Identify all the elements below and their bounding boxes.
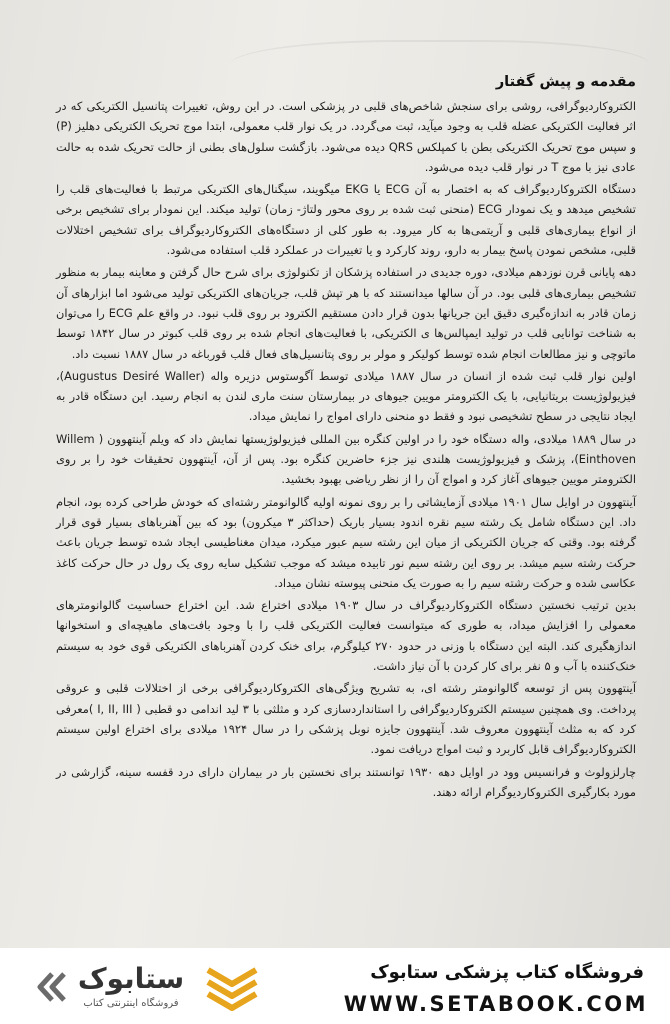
- paragraph-galvanometer: آینتهوون در اوایل سال ۱۹۰۱ میلادی آزمایشاتی را بر روی نمونه اولیه گالوانومتر رشته‌ای که خودش طراحی کرده بود، انجام داد. این دستگاه شامل یک رشته سیم نقره اندود بسیار باریک (حداکثر ۳ میکرون) بود که بین آهنرباهای بسیار قوی قرار گرفته بود. وقتی که جریان الکتریکی از میان این رشته سیم عبور میکرد، میدان مغناطیسی ایجاد شده توسط جریان باعث حرکت رشته سیم میشد. بر روی این رشته سیم نور تابیده میشد که موجب تشکیل سایه روی یک رول در حال حرکت کاغذ عکاسی شده و حرکت رشته سیم را به صورت یک منحنی پیوسته نشان میداد.: [56, 494, 636, 590]
- paragraph-waller: اولین نوار قلب ثبت شده از انسان در سال ۱۸۸۷ میلادی توسط آگوستوس دزیره واله (Augustus Desiré Waller)، فیزیولوژیست بریتانیایی، با یک الکترومتر مویین جیوهای در بیمارستان سنت ماری لندن به انجام رسید. این دستگاه قادر به ایجاد نتایجی در سطح تشخیصی نبود و فقط دو منحنی دارای امواج را نمایش میداد.: [56, 368, 636, 424]
- logo-tagline: فروشگاه اینترنتی کتاب: [83, 998, 179, 1009]
- paragraph-congress: در سال ۱۸۸۹ میلادی، واله دستگاه خود را در اولین کنگره بین المللی فیزیولوژیستها نمایش داد که ویلم آینتهوون ( Willem Einthoven)، پزشک و فیزیولوژیست هلندی نیز جزء حاضرین کنگره بود. پس از آن، آینتهوون تحقیقات خود را بر روی الکترومتر مویین جیوهای آغاز کرد و امواج آن را از نظر ریاضی بهبود بخشید.: [56, 431, 636, 487]
- paragraph-ecg-device: دستگاه الکتروکاردیوگراف که به اختصار به آن ECG یا EKG میگویند، سیگنال‌های الکتریکی مرتبط با فعالیت‌های قلب را تشخیص میدهد و یک نمودار ECG (منحنی ثبت شده بر روی محور ولتاژ- زمان) تولید میکند. این نمودار برای تشخیص برخی از انواع بیماری‌های قلبی و آریتمی‌ها به کار میرود. به طور کلی از دستگاه‌های الکتروکاردیوگراف برای تشخیص اختلالات قلبی، مشخص نمودن پاسخ بیمار به دارو، روند کارکرد و یا تغییرات در عملکرد قلب استفاده می‌شود.: [56, 182, 636, 258]
- section-title: مقدمه و پیش گفتار: [495, 74, 636, 90]
- paragraph-intro: الکتروکاردیوگرافی، روشی برای سنجش شاخص‌های قلبی در پزشکی است. در این روش، تغییرات پتانسیل الکتریکی که در اثر فعالیت الکتریکی عضله قلب به وجود میآید، ثبت می‌گردد. در یک نوار قلب معمولی، ابتدا موج تحریک الکتریکی دهلیز (P) و سپس موج تحریک الکتریکی بطن با کمپلکس QRS دیده می‌شود. بازگشت سلول‌های بطنی از حالت تحریک شده به حالت عادی نیز با موج T در نوار قلب دیده می‌شود.: [56, 99, 636, 174]
- paragraph-wolferth-wood: چارلزولوث و فرانسیس وود در اوایل دهه ۱۹۳۰ توانستند برای نخستین بار در بیماران دارای درد قفسه سینه، گزارشی در مورد بکارگیری الکتروکاردیوگرام ارائه دهند.: [56, 764, 637, 799]
- store-logo[interactable]: [30, 960, 260, 1014]
- paragraph-einthoven: آینتهوون پس از توسعه گالوانومتر رشته ای، به تشریح ویژگی‌های الکتروکاردیوگرافی برخی از اختلالات قلبی و عروقی پرداخت. وی همچنین سیستم الکتروکاردیوگرافی را استانداردسازی کرد و مثلثی با ۳ لید اندامی دو قطبی ( I, II, III )معرفی کرد که به مثلث آینتهوون معروف شد. آینتهوون جایزه نوبل پزشکی را در سال ۱۹۲۴ میلادی برای اختراع اولین سیستم الکتروکاردیوگراف قابل کاربرد و ثبت امواج دریافت نمود.: [56, 681, 637, 757]
- logo-wordmark: ستابوک: [77, 962, 185, 995]
- store-footer: [0, 948, 670, 1024]
- paragraph-history: دهه پایانی قرن نوزدهم میلادی، دوره جدیدی در استفاده پزشکان از تکنولوژی برای شرح حال گرفتن و معاینه بیمار به منظور تشخیص بیماری‌های قلبی بود. در آن سالها میدانستند که با هر تپش قلب، جریان‌های الکتریکی تولید می‌شود اما ابزارهای آن زمان قادر به اندازه‌گیری دقیق این جریانها بدون قرار دادن مستقیم الکترود بر روی قلب نبود. در واقع علم ECG را می‌توان به شناخت توانایی قلب در تولید ایمپالس‌ها ی الکتریکی، با فعالیت‌های انجام شده بر روی قلب کبوتر در سال ۱۸۴۲ توسط ماتوچی و نیز مطالعات انجام شده توسط کولیکر و مولر بر روی پتانسیل‌های فعال قلب قورباغه در سال ۱۸۸۷ نسبت داد.: [56, 265, 636, 361]
- store-url-link[interactable]: WWW.SETABOOK.COM: [343, 992, 648, 1016]
- paragraph-first-ecg: بدین ترتیب نخستین دستگاه الکتروکاردیوگراف در سال ۱۹۰۳ میلادی اختراع شد. این اختراع حساسیت گالوانومترهای معمولی را افزایش میداد، به طوری که میتوانست فعالیت الکتریکی قلب را با وجود بافت‌های ماهیچه‌ای و استخوانها اندازهگیری کند. البته این دستگاه با وزنی در حدود ۲۷۰ کیلوگرم، برای خنک کردن آهنرباهای الکتریکی قوی خود به سیستم خنک‌کننده با آب و ۵ نفر برای کار کردن با آن نیاز داشت.: [56, 598, 637, 674]
- store-name: فروشگاه کتاب پزشکی ستابوک: [370, 962, 644, 983]
- page-content: [56, 74, 636, 804]
